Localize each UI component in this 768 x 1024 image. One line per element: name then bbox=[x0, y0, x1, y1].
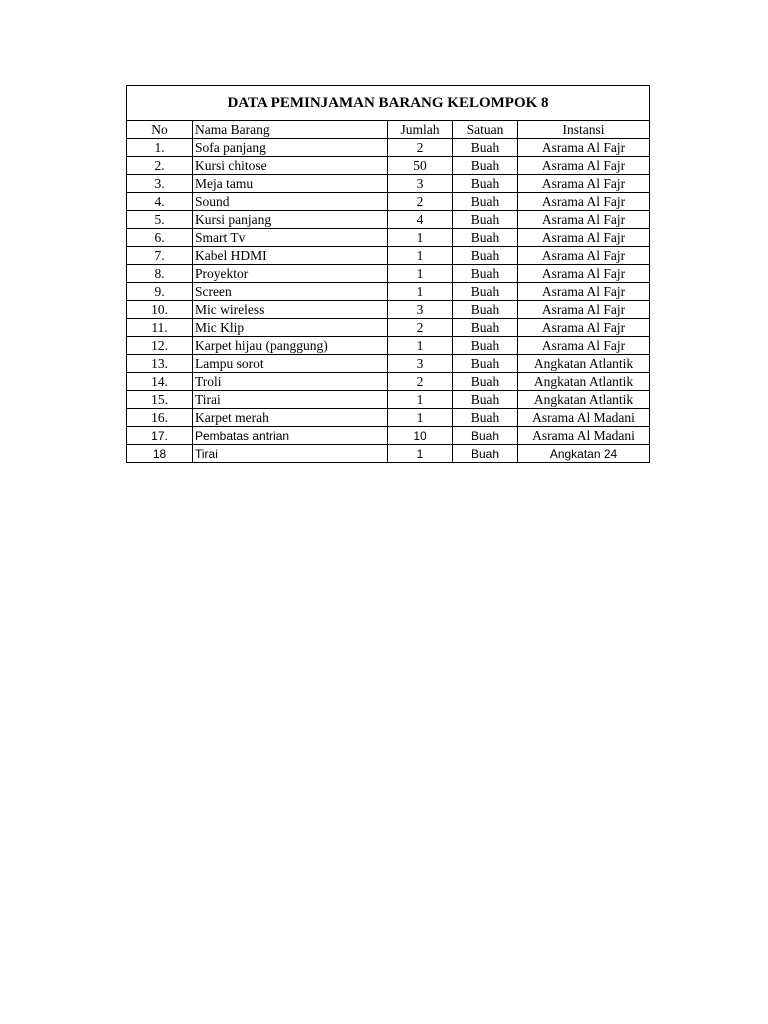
table-row bbox=[127, 193, 650, 211]
cell-name: Proyektor bbox=[193, 265, 388, 283]
cell-unit: Buah bbox=[453, 157, 518, 175]
cell-inst: Asrama Al Fajr bbox=[518, 157, 650, 175]
cell-qty: 2 bbox=[388, 373, 453, 391]
header-no: No bbox=[127, 121, 193, 139]
cell-qty: 1 bbox=[388, 283, 453, 301]
cell-unit: Buah bbox=[453, 301, 518, 319]
cell-qty: 1 bbox=[388, 247, 453, 265]
cell-inst: Asrama Al Fajr bbox=[518, 319, 650, 337]
cell-no: 16. bbox=[127, 409, 193, 427]
cell-no: 8. bbox=[127, 265, 193, 283]
header-qty: Jumlah bbox=[388, 121, 453, 139]
table-row bbox=[127, 409, 650, 427]
cell-inst: Asrama Al Fajr bbox=[518, 175, 650, 193]
cell-inst: Angkatan Atlantik bbox=[518, 373, 650, 391]
cell-inst: Asrama Al Fajr bbox=[518, 211, 650, 229]
cell-inst: Asrama Al Fajr bbox=[518, 301, 650, 319]
cell-name: Lampu sorot bbox=[193, 355, 388, 373]
table-row bbox=[127, 229, 650, 247]
cell-qty: 1 bbox=[388, 409, 453, 427]
cell-unit: Buah bbox=[453, 229, 518, 247]
cell-unit: Buah bbox=[453, 355, 518, 373]
cell-qty: 2 bbox=[388, 193, 453, 211]
table-title: DATA PEMINJAMAN BARANG KELOMPOK 8 bbox=[127, 86, 650, 121]
cell-no: 4. bbox=[127, 193, 193, 211]
cell-no: 5. bbox=[127, 211, 193, 229]
cell-inst: Asrama Al Fajr bbox=[518, 265, 650, 283]
cell-unit: Buah bbox=[453, 175, 518, 193]
cell-name: Karpet merah bbox=[193, 409, 388, 427]
loan-data-sheet bbox=[126, 85, 649, 463]
cell-no: 2. bbox=[127, 157, 193, 175]
cell-name: Pembatas antrian bbox=[193, 427, 388, 445]
cell-unit: Buah bbox=[453, 283, 518, 301]
cell-no: 3. bbox=[127, 175, 193, 193]
table-row bbox=[127, 391, 650, 409]
cell-qty: 4 bbox=[388, 211, 453, 229]
table-row bbox=[127, 427, 650, 445]
cell-unit: Buah bbox=[453, 337, 518, 355]
cell-qty: 3 bbox=[388, 175, 453, 193]
cell-name: Kursi panjang bbox=[193, 211, 388, 229]
cell-qty: 2 bbox=[388, 139, 453, 157]
cell-name: Troli bbox=[193, 373, 388, 391]
cell-unit: Buah bbox=[453, 391, 518, 409]
cell-name: Sound bbox=[193, 193, 388, 211]
cell-no: 11. bbox=[127, 319, 193, 337]
cell-unit: Buah bbox=[453, 445, 518, 463]
title-row bbox=[127, 86, 650, 121]
cell-unit: Buah bbox=[453, 427, 518, 445]
cell-name: Kabel HDMI bbox=[193, 247, 388, 265]
cell-unit: Buah bbox=[453, 139, 518, 157]
cell-qty: 50 bbox=[388, 157, 453, 175]
cell-name: Tirai bbox=[193, 445, 388, 463]
table-row bbox=[127, 301, 650, 319]
cell-qty: 3 bbox=[388, 301, 453, 319]
cell-no: 18 bbox=[127, 445, 193, 463]
header-unit: Satuan bbox=[453, 121, 518, 139]
cell-no: 1. bbox=[127, 139, 193, 157]
table-row bbox=[127, 319, 650, 337]
cell-unit: Buah bbox=[453, 211, 518, 229]
cell-inst: Asrama Al Fajr bbox=[518, 193, 650, 211]
table-row bbox=[127, 337, 650, 355]
cell-unit: Buah bbox=[453, 193, 518, 211]
cell-name: Screen bbox=[193, 283, 388, 301]
cell-qty: 1 bbox=[388, 229, 453, 247]
table-row bbox=[127, 211, 650, 229]
cell-name: Mic Klip bbox=[193, 319, 388, 337]
cell-qty: 3 bbox=[388, 355, 453, 373]
cell-inst: Asrama Al Madani bbox=[518, 409, 650, 427]
cell-qty: 1 bbox=[388, 445, 453, 463]
cell-inst: Asrama Al Fajr bbox=[518, 229, 650, 247]
cell-unit: Buah bbox=[453, 373, 518, 391]
cell-no: 7. bbox=[127, 247, 193, 265]
cell-no: 14. bbox=[127, 373, 193, 391]
cell-qty: 1 bbox=[388, 337, 453, 355]
cell-no: 9. bbox=[127, 283, 193, 301]
cell-unit: Buah bbox=[453, 319, 518, 337]
cell-unit: Buah bbox=[453, 409, 518, 427]
cell-inst: Angkatan Atlantik bbox=[518, 355, 650, 373]
cell-no: 17. bbox=[127, 427, 193, 445]
table-row bbox=[127, 283, 650, 301]
header-inst: Instansi bbox=[518, 121, 650, 139]
cell-name: Sofa panjang bbox=[193, 139, 388, 157]
cell-inst: Asrama Al Fajr bbox=[518, 139, 650, 157]
table-row bbox=[127, 247, 650, 265]
cell-name: Tirai bbox=[193, 391, 388, 409]
table-row bbox=[127, 445, 650, 463]
cell-inst: Asrama Al Fajr bbox=[518, 283, 650, 301]
cell-no: 13. bbox=[127, 355, 193, 373]
cell-no: 12. bbox=[127, 337, 193, 355]
cell-qty: 1 bbox=[388, 265, 453, 283]
cell-name: Karpet hijau (panggung) bbox=[193, 337, 388, 355]
cell-name: Meja tamu bbox=[193, 175, 388, 193]
header-row bbox=[127, 121, 650, 139]
table-row bbox=[127, 157, 650, 175]
cell-name: Kursi chitose bbox=[193, 157, 388, 175]
table-row bbox=[127, 265, 650, 283]
table-row bbox=[127, 139, 650, 157]
table-row bbox=[127, 175, 650, 193]
cell-no: 6. bbox=[127, 229, 193, 247]
cell-inst: Asrama Al Madani bbox=[518, 427, 650, 445]
header-name: Nama Barang bbox=[193, 121, 388, 139]
loan-table bbox=[126, 85, 650, 463]
cell-inst: Angkatan 24 bbox=[518, 445, 650, 463]
cell-inst: Angkatan Atlantik bbox=[518, 391, 650, 409]
cell-no: 15. bbox=[127, 391, 193, 409]
table-row bbox=[127, 355, 650, 373]
cell-name: Mic wireless bbox=[193, 301, 388, 319]
table-row bbox=[127, 373, 650, 391]
cell-inst: Asrama Al Fajr bbox=[518, 247, 650, 265]
cell-qty: 1 bbox=[388, 391, 453, 409]
cell-name: Smart Tv bbox=[193, 229, 388, 247]
cell-qty: 2 bbox=[388, 319, 453, 337]
cell-qty: 10 bbox=[388, 427, 453, 445]
cell-no: 10. bbox=[127, 301, 193, 319]
cell-inst: Asrama Al Fajr bbox=[518, 337, 650, 355]
cell-unit: Buah bbox=[453, 247, 518, 265]
cell-unit: Buah bbox=[453, 265, 518, 283]
